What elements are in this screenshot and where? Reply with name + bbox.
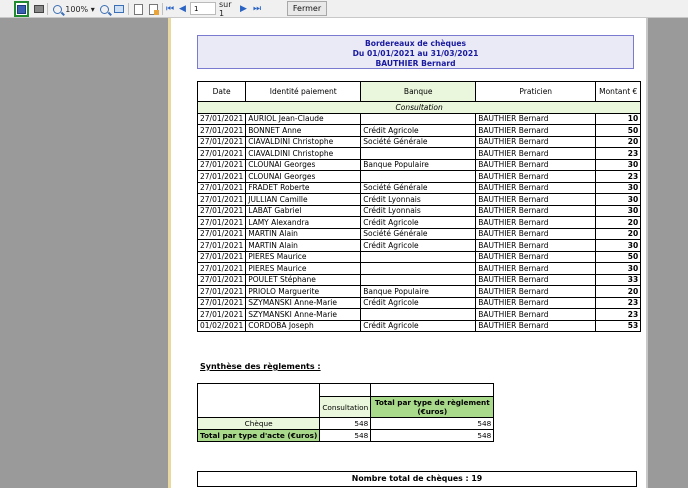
row-amount: 30 <box>596 182 641 194</box>
row-identity: SZYMANSKI Anne-Marie <box>246 309 361 321</box>
row-practitioner: BAUTHIER Bernard <box>476 309 596 321</box>
row-bank <box>361 309 476 321</box>
row-bank: Société Générale <box>361 182 476 194</box>
synthesis-value: 548 <box>320 430 371 442</box>
row-identity: JULLIAN Camille <box>246 194 361 206</box>
column-header-date: Date <box>198 82 246 102</box>
row-identity: FRADET Roberte <box>246 182 361 194</box>
row-amount: 23 <box>596 309 641 321</box>
row-date: 01/02/2021 <box>198 320 246 332</box>
row-amount: 23 <box>596 297 641 309</box>
section-row <box>198 102 641 114</box>
toolbar-separator <box>47 3 48 15</box>
row-amount: 20 <box>596 286 641 298</box>
page-number-input[interactable] <box>190 2 216 15</box>
row-date: 27/01/2021 <box>198 194 246 206</box>
row-amount: 50 <box>596 125 641 137</box>
row-amount: 20 <box>596 136 641 148</box>
row-identity: PIERES Maurice <box>246 263 361 275</box>
row-practitioner: BAUTHIER Bernard <box>476 159 596 171</box>
row-identity: CIAVALDINI Christophe <box>246 148 361 160</box>
row-date: 27/01/2021 <box>198 251 246 263</box>
row-bank <box>361 171 476 183</box>
previous-page-icon[interactable]: ◀ <box>179 4 186 14</box>
row-bank: Société Générale <box>361 228 476 240</box>
row-amount: 23 <box>596 148 641 160</box>
row-practitioner: BAUTHIER Bernard <box>476 148 596 160</box>
row-identity: AURIOL Jean-Claude <box>246 113 361 125</box>
row-practitioner: BAUTHIER Bernard <box>476 228 596 240</box>
row-practitioner: BAUTHIER Bernard <box>476 263 596 275</box>
row-date: 27/01/2021 <box>198 148 246 160</box>
row-identity: POULET Stéphane <box>246 274 361 286</box>
synthesis-value: 548 <box>320 418 371 430</box>
row-practitioner: BAUTHIER Bernard <box>476 274 596 286</box>
row-date: 27/01/2021 <box>198 217 246 229</box>
row-identity: MARTIN Alain <box>246 240 361 252</box>
row-practitioner: BAUTHIER Bernard <box>476 194 596 206</box>
row-bank <box>361 113 476 125</box>
row-identity: PIERES Maurice <box>246 251 361 263</box>
synthesis-header-consultation: Consultation <box>320 397 371 418</box>
table-row <box>198 286 641 298</box>
row-bank: Crédit Lyonnais <box>361 194 476 206</box>
row-practitioner: BAUTHIER Bernard <box>476 286 596 298</box>
row-amount: 23 <box>596 171 641 183</box>
row-amount: 30 <box>596 159 641 171</box>
synthesis-row-cheque: Chèque <box>198 418 320 430</box>
table-row <box>198 430 494 442</box>
synthesis-header-total: Total par type de règlement (€uros) <box>371 397 494 418</box>
row-practitioner: BAUTHIER Bernard <box>476 171 596 183</box>
row-identity: LABAT Gabriel <box>246 205 361 217</box>
row-amount: 30 <box>596 240 641 252</box>
column-header-bank: Banque <box>361 82 476 102</box>
column-header-identity: Identité paiement <box>246 82 361 102</box>
column-header-amount: Montant € <box>596 82 641 102</box>
row-identity: CORDOBA Joseph <box>246 320 361 332</box>
table-row <box>198 194 641 206</box>
row-practitioner: BAUTHIER Bernard <box>476 217 596 229</box>
table-row <box>198 309 641 321</box>
row-date: 27/01/2021 <box>198 263 246 275</box>
row-identity: CLOUNAI Georges <box>246 159 361 171</box>
cheques-table <box>197 81 641 332</box>
table-row <box>198 228 641 240</box>
row-practitioner: BAUTHIER Bernard <box>476 136 596 148</box>
next-page-icon[interactable]: ▶ <box>240 4 247 14</box>
table-row <box>198 136 641 148</box>
toolbar-separator <box>128 3 129 15</box>
table-row <box>198 384 494 397</box>
row-identity: CIAVALDINI Christophe <box>246 136 361 148</box>
row-bank <box>361 251 476 263</box>
row-date: 27/01/2021 <box>198 240 246 252</box>
row-bank: Société Générale <box>361 136 476 148</box>
page-count-label: sur 1 <box>219 0 232 18</box>
row-bank: Crédit Agricole <box>361 320 476 332</box>
table-row <box>198 171 641 183</box>
zoom-in-icon[interactable] <box>50 2 64 16</box>
synthesis-value: 548 <box>371 418 494 430</box>
row-bank: Crédit Lyonnais <box>361 205 476 217</box>
report-title: Bordereaux de chèques <box>364 39 467 48</box>
row-amount: 33 <box>596 274 641 286</box>
export-document-icon[interactable] <box>131 2 145 16</box>
row-identity: MARTIN Alain <box>246 228 361 240</box>
report-practitioner: BAUTHIER Bernard <box>375 58 456 68</box>
row-amount: 53 <box>596 320 641 332</box>
table-row <box>198 320 641 332</box>
table-row <box>198 113 641 125</box>
synthesis-row-total: Total par type d'acte (€uros) <box>198 430 320 442</box>
row-practitioner: BAUTHIER Bernard <box>476 125 596 137</box>
table-row <box>198 251 641 263</box>
row-date: 27/01/2021 <box>198 205 246 217</box>
row-identity: LAMY Alexandra <box>246 217 361 229</box>
row-date: 27/01/2021 <box>198 171 246 183</box>
row-date: 27/01/2021 <box>198 125 246 137</box>
row-practitioner: BAUTHIER Bernard <box>476 182 596 194</box>
table-row <box>198 263 641 275</box>
section-label: Consultation <box>198 102 641 114</box>
table-header-row <box>198 82 641 102</box>
save-icon[interactable] <box>14 1 29 17</box>
print-icon[interactable] <box>32 2 46 16</box>
table-row <box>198 217 641 229</box>
toolbar-separator <box>162 3 163 15</box>
row-bank: Crédit Agricole <box>361 217 476 229</box>
table-row <box>198 148 641 160</box>
total-cheques: Nombre total de chèques : 19 <box>197 471 637 487</box>
right-margin <box>650 18 688 488</box>
row-bank: Crédit Agricole <box>361 297 476 309</box>
row-practitioner: BAUTHIER Bernard <box>476 205 596 217</box>
row-identity: PRIOLO Marguerite <box>246 286 361 298</box>
export-pdf-icon[interactable] <box>146 2 160 16</box>
table-row <box>198 159 641 171</box>
first-page-icon[interactable]: ⏮ <box>166 4 175 14</box>
row-date: 27/01/2021 <box>198 309 246 321</box>
row-bank: Banque Populaire <box>361 286 476 298</box>
row-bank <box>361 263 476 275</box>
table-row <box>198 240 641 252</box>
report-header <box>197 35 634 69</box>
row-date: 27/01/2021 <box>198 286 246 298</box>
row-bank <box>361 148 476 160</box>
zoom-out-icon[interactable] <box>97 2 111 16</box>
row-date: 27/01/2021 <box>198 274 246 286</box>
row-date: 27/01/2021 <box>198 297 246 309</box>
row-date: 27/01/2021 <box>198 159 246 171</box>
row-amount: 50 <box>596 251 641 263</box>
row-bank: Banque Populaire <box>361 159 476 171</box>
row-practitioner: BAUTHIER Bernard <box>476 320 596 332</box>
zoom-select[interactable]: 100% ▾ <box>65 4 95 14</box>
row-amount: 30 <box>596 263 641 275</box>
table-row <box>198 397 494 418</box>
row-amount: 30 <box>596 194 641 206</box>
close-button[interactable]: Fermer <box>287 1 327 16</box>
row-practitioner: BAUTHIER Bernard <box>476 251 596 263</box>
row-date: 27/01/2021 <box>198 136 246 148</box>
row-date: 27/01/2021 <box>198 113 246 125</box>
last-page-icon[interactable]: ⏭ <box>253 4 262 14</box>
row-amount: 30 <box>596 205 641 217</box>
synthesis-value: 548 <box>371 430 494 442</box>
left-panel <box>0 18 14 488</box>
row-practitioner: BAUTHIER Bernard <box>476 297 596 309</box>
table-row <box>198 274 641 286</box>
synthesis-table <box>197 383 494 442</box>
row-amount: 10 <box>596 113 641 125</box>
table-row <box>198 418 494 430</box>
column-header-practitioner: Praticien <box>476 82 596 102</box>
row-identity: SZYMANSKI Anne-Marie <box>246 297 361 309</box>
report-page <box>168 18 648 488</box>
row-amount: 20 <box>596 228 641 240</box>
row-date: 27/01/2021 <box>198 182 246 194</box>
row-amount: 20 <box>596 217 641 229</box>
table-row <box>198 182 641 194</box>
synthesis-title: Synthèse des règlements : <box>200 362 321 371</box>
table-row <box>198 125 641 137</box>
table-row <box>198 205 641 217</box>
row-practitioner: BAUTHIER Bernard <box>476 240 596 252</box>
row-date: 27/01/2021 <box>198 228 246 240</box>
table-row <box>198 297 641 309</box>
report-period: Du 01/01/2021 au 31/03/2021 <box>352 48 479 58</box>
row-practitioner: BAUTHIER Bernard <box>476 113 596 125</box>
viewer-toolbar <box>0 0 688 18</box>
row-bank: Crédit Agricole <box>361 240 476 252</box>
row-bank <box>361 274 476 286</box>
row-bank: Crédit Agricole <box>361 125 476 137</box>
row-identity: BONNET Anne <box>246 125 361 137</box>
row-identity: CLOUNAI Georges <box>246 171 361 183</box>
page-width-icon[interactable] <box>112 2 126 16</box>
